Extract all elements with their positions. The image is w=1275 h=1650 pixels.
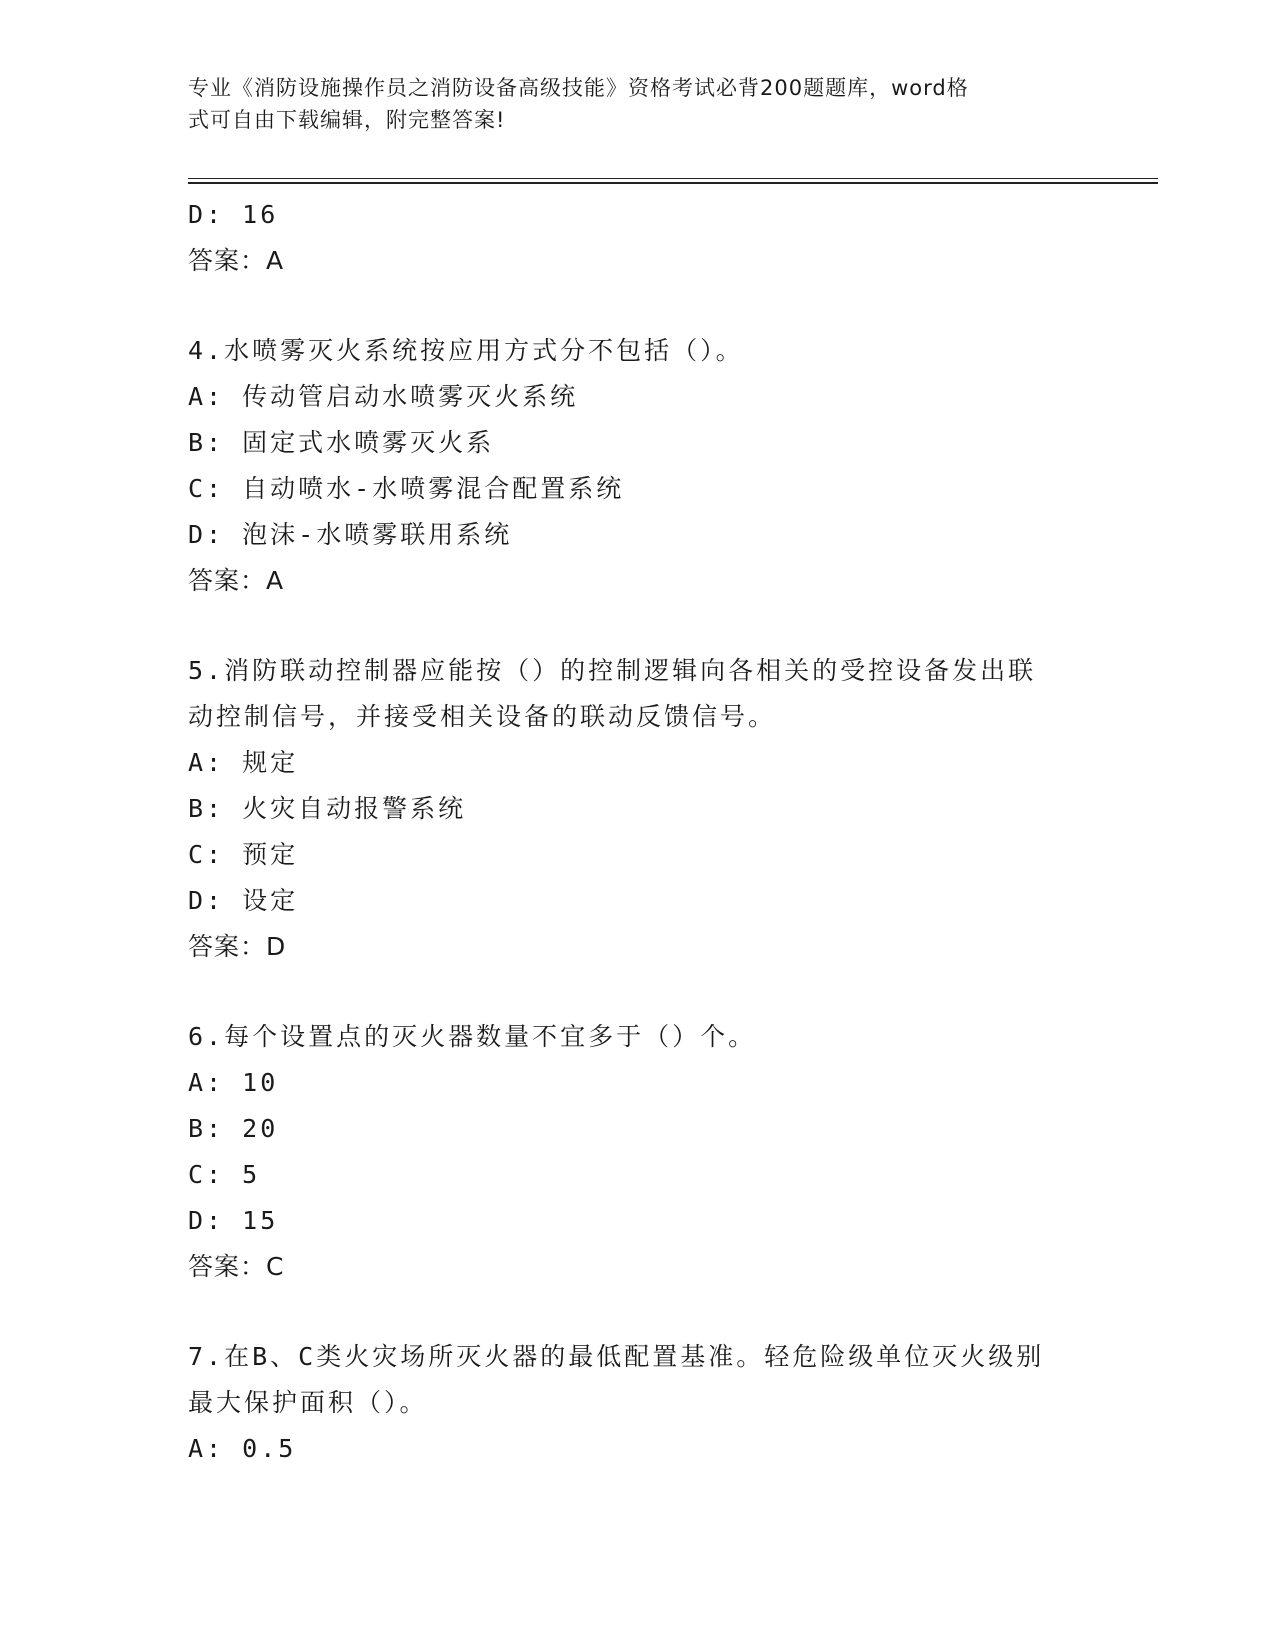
option-d: D: 设定: [188, 886, 299, 915]
option-a: A: 10: [188, 1068, 279, 1097]
answer-prev: 答案：A: [188, 246, 285, 275]
question-stem-line-1: 7.在B、C类火灾场所灭火器的最低配置基准。轻危险级单位灭火级别: [188, 1342, 1045, 1371]
option-a: A: 传动管启动水喷雾灭火系统: [188, 382, 579, 411]
question-7: [188, 1334, 1088, 1472]
question-stem: 6.每个设置点的灭火器数量不宜多于（）个。: [188, 1022, 757, 1051]
option-a: A: 规定: [188, 748, 299, 777]
option-c: C: 5: [188, 1160, 261, 1189]
answer: 答案：A: [188, 566, 285, 595]
question-6: [188, 1014, 1088, 1290]
option-a: A: 0.5: [188, 1434, 297, 1463]
option-b: B: 20: [188, 1114, 279, 1143]
header-divider-thin: [188, 178, 1158, 179]
question-list: [188, 192, 1088, 1472]
option-d-prev: D: 16: [188, 200, 279, 229]
answer: 答案：D: [188, 932, 287, 961]
header-divider-thick: [188, 182, 1158, 184]
answer: 答案：C: [188, 1252, 285, 1281]
question-4: [188, 328, 1088, 604]
question-stem-line-2: 动控制信号，并接受相关设备的联动反馈信号。: [188, 702, 777, 731]
option-d: D: 泡沫-水喷雾联用系统: [188, 520, 513, 549]
header-line-2: 式可自由下载编辑，附完整答案!: [188, 108, 506, 132]
question-stem-line-2: 最大保护面积（）。: [188, 1388, 428, 1417]
header-line-1: 专业《消防设施操作员之消防设备高级技能》资格考试必背200题题库，word格: [188, 76, 969, 100]
option-d: D: 15: [188, 1206, 279, 1235]
option-b: B: 火灾自动报警系统: [188, 794, 467, 823]
question-5: [188, 648, 1088, 970]
question-stem: 4.水喷雾灭火系统按应用方式分不包括（）。: [188, 336, 744, 365]
option-c: C: 自动喷水-水喷雾混合配置系统: [188, 474, 625, 503]
document-header: [188, 72, 1068, 136]
question-stem-line-1: 5.消防联动控制器应能按（）的控制逻辑向各相关的受控设备发出联: [188, 656, 1037, 685]
option-b: B: 固定式水喷雾灭火系: [188, 428, 495, 457]
option-c: C: 预定: [188, 840, 299, 869]
